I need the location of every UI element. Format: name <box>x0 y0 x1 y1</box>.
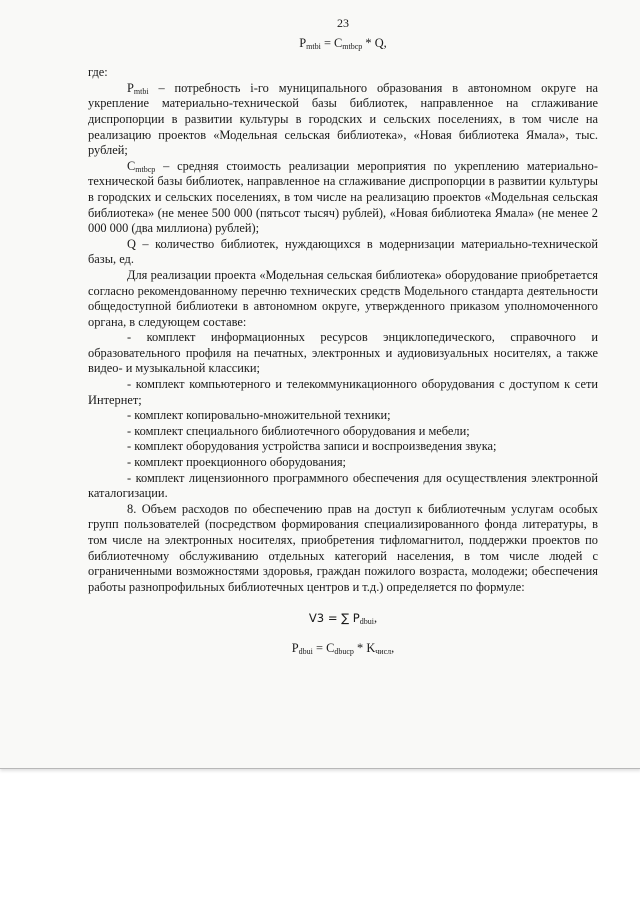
formula-eq: = <box>320 35 335 50</box>
formula-c-sub: mtbcp <box>342 41 363 51</box>
formula-pdbui-lhs: P <box>291 640 299 655</box>
definition-p-mtbi <box>88 81 598 159</box>
symbol-c: C <box>127 158 136 173</box>
list-item: - комплект проекционного оборудования; <box>127 455 347 470</box>
page-content <box>88 16 598 657</box>
formula-v3-sub: dbui <box>359 617 374 627</box>
list-item: - комплект лицензионного программного обеспечения для осуществления электронной каталогизации. <box>88 470 598 501</box>
formula-v3-lhs: V3 = ∑ P <box>308 611 360 626</box>
symbol-p: P <box>127 80 134 95</box>
paragraph-8: 8. Объем расходов по обеспечению прав на доступ к библиотечным услугам особых групп пользователей (посредством формирования специализированного фонда литературы, в том числе на электронных носителях, приобретения тифломагнитол, поддержки проектов по библиотечному обслуживанию отдельных категорий населения, в том числе людей с ограниченными возможностями здоровья, граждан пожилого возраста, молодежи; обеспечения работы разнопрофильных библиотечных центров и т.д.) определяется по формуле: <box>88 501 598 594</box>
formula-pdbui-lhs-sub: dbui <box>298 646 313 656</box>
formula-pdbui-end: , <box>391 640 395 655</box>
formula-pdbui-mid: * K <box>353 640 376 655</box>
list-item: - комплект информационных ресурсов энциклопедического, справочного и образовательного профиля на печатных, электронных и аудиовизуальных носителях, а также видео- и музыкальной классики; <box>88 330 598 376</box>
definition-c-mtbcp <box>88 159 598 237</box>
formula-c: C <box>334 35 343 50</box>
formula-pdbui-c-sub: dbucp <box>334 646 354 656</box>
definition-p-text: – потребность i-го муниципального образования в автономном округе на укрепление материально-технической базы библиотек, направленное на сглаживание диспропорции в развитии культуры в городских и сельских поселениях, в том числе на реализацию проектов «Модельная сельская библиотека», «Новая библиотека Ямала», тыс. рублей; <box>88 80 598 158</box>
formula-lhs: P <box>299 35 307 50</box>
formula-pdbui-eq: = <box>312 640 327 655</box>
definition-q: Q – количество библиотек, нуждающихся в модернизации материально-технической базы, ед. <box>88 236 598 267</box>
formula-rest: * Q, <box>362 35 387 50</box>
list-item: - комплект копировально-множительной техники; <box>127 408 391 423</box>
symbol-c-sub: mtbcp <box>135 164 156 174</box>
formula-lhs-sub: mtbi <box>306 41 321 51</box>
paragraph-model-library: Для реализации проекта «Модельная сельская библиотека» оборудование приобретается согласно рекомендованному перечню технических средств Модельного стандарта деятельности общедоступной библиотеки в автономном округе, утвержденного приказом уполномоченного органа, в следующем составе: <box>88 267 598 329</box>
list-item: - комплект специального библиотечного оборудования и мебели; <box>127 423 470 438</box>
definition-c-text: – средняя стоимость реализации мероприятия по укреплению материально-технической базы библиотек, направленное на сглаживание диспропорции в развитии культуры в городских и сельских поселениях, в том числе на реализацию проектов «Модельная сельская библиотека» (не менее 500 000 (пятьсот тысяч) рублей), «Новая библиотека Ямала» (не менее 2 000 000 (два миллиона) рублей); <box>88 158 598 236</box>
formula-pdbui <box>88 641 598 657</box>
symbol-p-sub: mtbi <box>133 86 149 96</box>
page-number: 23 <box>337 16 349 30</box>
list-item: - комплект оборудования устройства записи и воспроизведения звука; <box>127 439 497 454</box>
formula-pdbui-k-sub: числ <box>375 646 392 656</box>
list-item: - комплект компьютерного и телекоммуникационного оборудования с доступом к сети Интернет; <box>88 377 598 407</box>
formula-v3-end: , <box>374 611 378 626</box>
formula-v3 <box>88 611 598 627</box>
formula-pdbui-c: C <box>326 640 335 655</box>
formula-mtb <box>88 36 598 52</box>
where-label: где: <box>88 65 108 80</box>
